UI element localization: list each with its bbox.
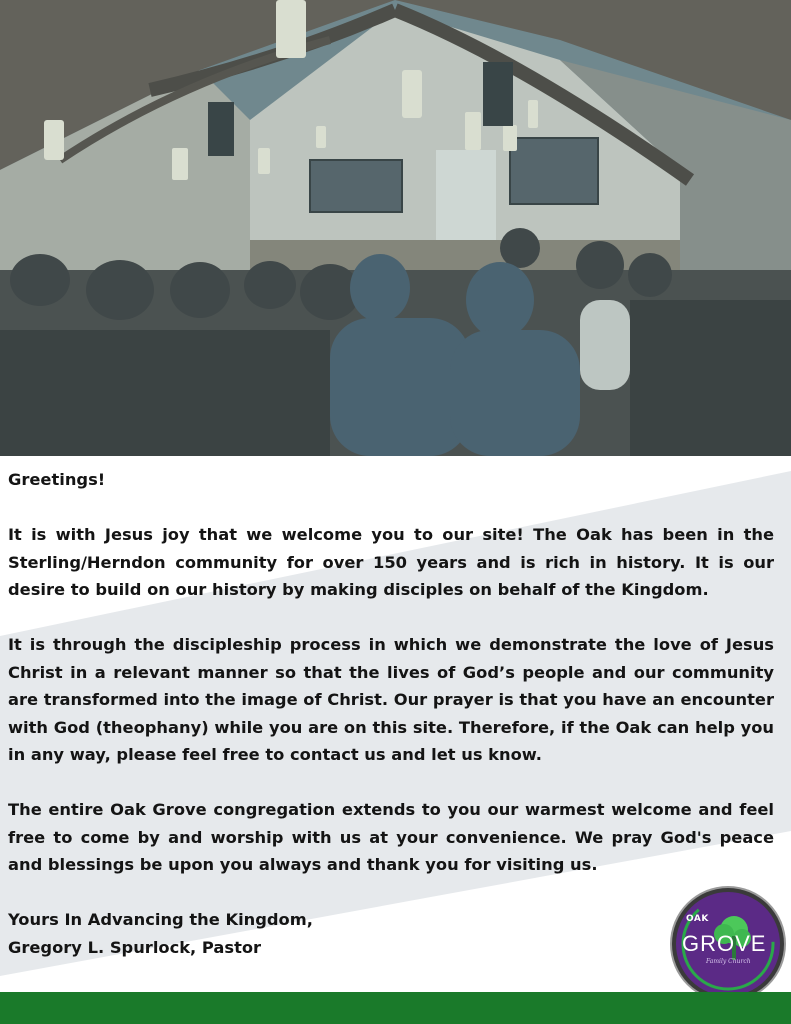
paragraph-congregation: The entire Oak Grove congregation extends to you our warmest welcome and feel free to come by and worship with us at your convenience. We pray God's peace and blessings be upon you always and thank you for visiting us. — [8, 800, 774, 874]
hero-photo — [0, 0, 791, 456]
closing: Yours In Advancing the Kingdom, — [8, 910, 313, 929]
logo-tagline: Family Church — [706, 958, 751, 965]
hero-tint-overlay — [0, 0, 791, 456]
logo-text-oak: OAK — [686, 914, 709, 924]
signoff — [8, 906, 774, 961]
signature: Gregory L. Spurlock, Pastor — [8, 937, 262, 957]
paragraph-welcome: It is with Jesus joy that we welcome you to our site! The Oak has been in the Sterling/Herndon community for over 150 years and is rich in history. It is our desire to build on our history by making disciples on behalf of the Kingdom. — [8, 525, 774, 599]
oak-grove-logo — [676, 892, 780, 996]
logo-text-grove: GROVE — [682, 931, 767, 956]
paragraph-discipleship: It is through the discipleship process in which we demonstrate the love of Jesus Christ in a relevant manner so that the lives of God’s people and our community are transformed into the image of Christ. Our prayer is that you have an encounter with God (theophany) while you are on this site. Therefore, if the Oak can help you in any way, please feel free to contact us and let us know. — [8, 635, 774, 764]
welcome-letter — [8, 466, 774, 961]
greeting: Greetings! — [8, 470, 106, 489]
footer-bar — [0, 992, 791, 1024]
